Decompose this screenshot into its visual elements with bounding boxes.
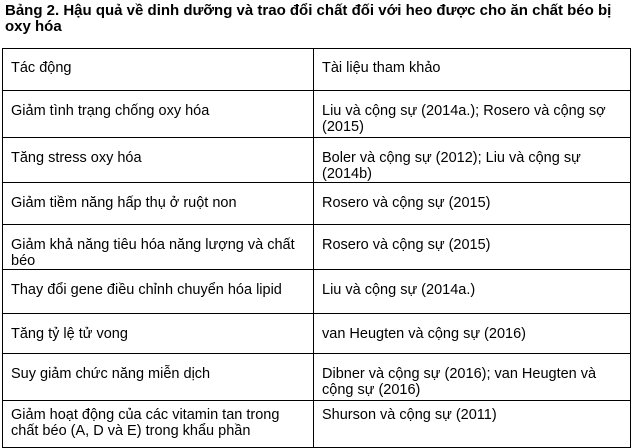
table-row	[3, 270, 631, 314]
table-row	[3, 314, 631, 354]
effect-cell: Giảm hoạt động của các vitamin tan trong chất béo (A, D và E) trong khẩu phần	[3, 401, 314, 448]
effect-cell: Giảm tình trạng chống oxy hóa	[3, 91, 314, 138]
effect-cell: Thay đổi gene điều chỉnh chuyển hóa lipid	[3, 270, 314, 314]
effects-table	[2, 48, 631, 448]
table-row	[3, 401, 631, 448]
effect-cell: Giảm tiềm năng hấp thụ ở ruột non	[3, 183, 314, 225]
column-header-reference: Tài liệu tham khảo	[314, 49, 631, 91]
reference-cell: Liu và cộng sự (2014a.)	[314, 270, 631, 314]
reference-cell: Rosero và cộng sự (2015)	[314, 183, 631, 225]
effect-cell: Giảm khả năng tiêu hóa năng lượng và chất béo	[3, 225, 314, 270]
table-row	[3, 354, 631, 401]
effect-cell: Suy giảm chức năng miễn dịch	[3, 354, 314, 401]
effect-cell: Tăng stress oxy hóa	[3, 138, 314, 183]
reference-cell: Dibner và cộng sự (2016); van Heugten và cộng sự (2016)	[314, 354, 631, 401]
reference-cell: Shurson và cộng sự (2011)	[314, 401, 631, 448]
reference-cell: Rosero và cộng sự (2015)	[314, 225, 631, 270]
table-header-row	[3, 49, 631, 91]
table-row	[3, 183, 631, 225]
table-row	[3, 91, 631, 138]
reference-cell: Liu và cộng sự (2014a.); Rosero và cộng sợ (2015)	[314, 91, 631, 138]
table-row	[3, 225, 631, 270]
reference-cell: van Heugten và cộng sự (2016)	[314, 314, 631, 354]
table-caption: Bảng 2. Hậu quả về dinh dưỡng và trao đổi chất đối với heo được cho ăn chất béo bị oxy hóa	[5, 2, 612, 35]
reference-cell: Boler và cộng sự (2012); Liu và cộng sự (2014b)	[314, 138, 631, 183]
table-row	[3, 138, 631, 183]
column-header-effect: Tác động	[3, 49, 314, 91]
effect-cell: Tăng tỷ lệ tử vong	[3, 314, 314, 354]
